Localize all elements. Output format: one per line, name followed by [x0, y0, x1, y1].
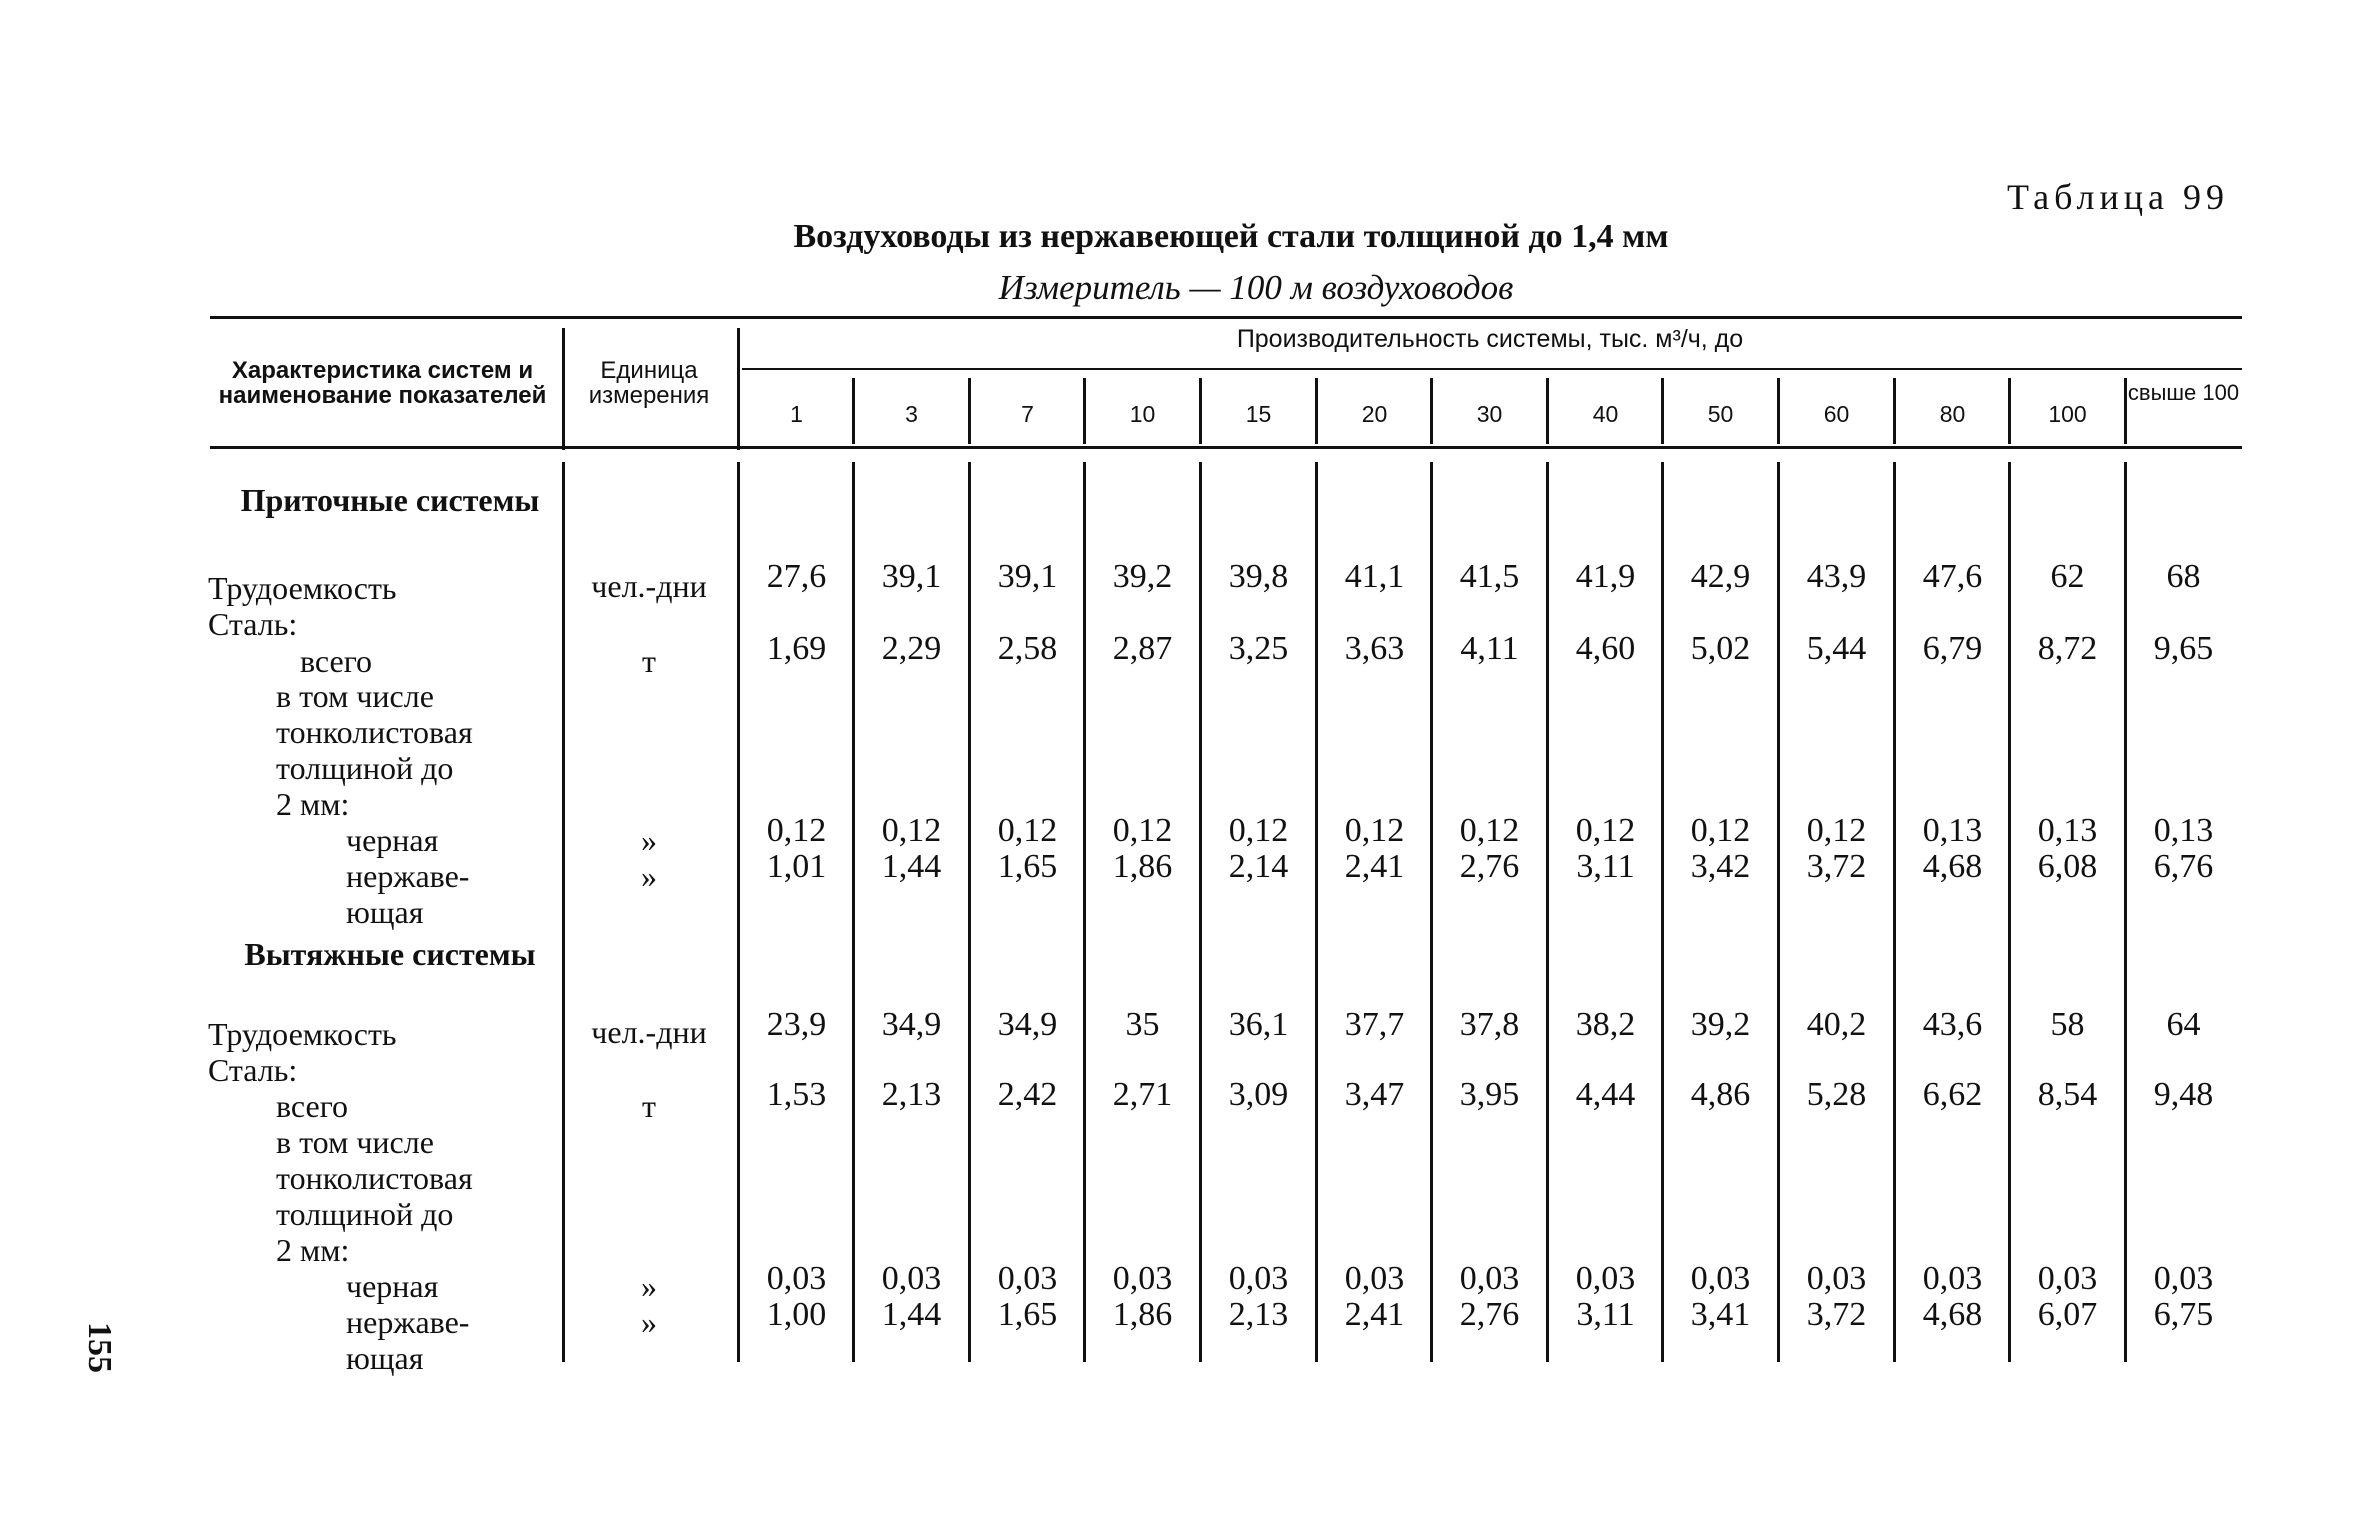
row-label-total: всего: [300, 643, 373, 679]
header-column-rule: [1430, 378, 1433, 444]
value-cell-labor: 58: [2050, 1006, 2085, 1043]
row-label-labor: Трудоемкость: [208, 570, 397, 606]
value-cell-black: 0,12: [997, 812, 1058, 849]
value-cell-stainless: 1,65: [997, 1296, 1058, 1333]
body-column-rule: [1893, 462, 1896, 1362]
value-cell-total: 5,02: [1690, 630, 1751, 667]
value-cell-stainless: 1,86: [1112, 1296, 1173, 1333]
row-label-incl-2: тонколистовая: [276, 1160, 473, 1196]
value-cell-labor: 39,2: [1112, 558, 1173, 595]
value-cell-total: 6,62: [1922, 1076, 1983, 1113]
value-cell-stainless: 2,76: [1459, 848, 1520, 885]
value-cell-labor: 39,1: [997, 558, 1058, 595]
header-column-rule: [1893, 378, 1896, 444]
page-number: 155: [81, 1322, 118, 1373]
value-cell-stainless: 3,11: [1576, 848, 1635, 885]
value-cell-labor: 36,1: [1228, 1006, 1289, 1043]
page-subtitle: Измеритель — 100 м воздуховодов: [998, 268, 1514, 307]
value-cell-labor: 39,8: [1228, 558, 1289, 595]
row-label-incl-1: в том числе: [276, 678, 434, 714]
value-cell-total: 2,29: [881, 630, 942, 667]
row-label-stainless-2: ющая: [346, 1340, 424, 1376]
value-cell-labor: 47,6: [1922, 558, 1983, 595]
body-column-rule: [1777, 462, 1780, 1362]
header-column-rule: [2124, 378, 2127, 444]
header-column-rule: [852, 378, 855, 444]
body-rule-values: [737, 462, 740, 1362]
section-title-exhaust: Вытяжные системы: [244, 936, 536, 972]
value-cell-black: 0,12: [1690, 812, 1751, 849]
value-cell-stainless: 3,72: [1806, 848, 1867, 885]
header-column-rule: [1661, 378, 1664, 444]
value-cell-stainless: 4,68: [1922, 1296, 1983, 1333]
header-column-rule: [1546, 378, 1549, 444]
value-cell-black: 0,03: [1575, 1260, 1636, 1297]
value-cell-total: 3,63: [1344, 630, 1405, 667]
body-column-rule: [1546, 462, 1549, 1362]
column-header: 80: [1939, 401, 1966, 427]
value-cell-total: 3,09: [1228, 1076, 1289, 1113]
value-cell-black: 0,12: [1112, 812, 1173, 849]
value-cell-stainless: 2,14: [1228, 848, 1289, 885]
value-cell-stainless: 1,86: [1112, 848, 1173, 885]
body-column-rule: [1661, 462, 1664, 1362]
value-cell-total: 5,28: [1806, 1076, 1867, 1113]
value-cell-stainless: 1,00: [766, 1296, 827, 1333]
value-cell-black: 0,03: [881, 1260, 942, 1297]
header-unit: Единица измерения: [588, 357, 710, 410]
value-cell-black: 0,03: [1806, 1260, 1867, 1297]
value-cell-total: 8,72: [2037, 630, 2098, 667]
header-rule-values: [737, 328, 740, 450]
value-cell-stainless: 1,65: [997, 848, 1058, 885]
body-column-rule: [2008, 462, 2011, 1362]
value-cell-black: 0,03: [2037, 1260, 2098, 1297]
value-cell-total: 3,95: [1459, 1076, 1520, 1113]
value-cell-black: 0,12: [1575, 812, 1636, 849]
value-cell-total: 4,86: [1690, 1076, 1751, 1113]
value-cell-labor: 37,8: [1459, 1006, 1520, 1043]
value-cell-total: 2,87: [1112, 630, 1173, 667]
column-header: 50: [1707, 401, 1734, 427]
column-header: 100: [2048, 401, 2087, 427]
value-cell-stainless: 6,08: [2037, 848, 2098, 885]
value-cell-stainless: 6,75: [2153, 1296, 2214, 1333]
header-bottom-rule: [210, 446, 2242, 449]
value-cell-stainless: 4,68: [1922, 848, 1983, 885]
value-cell-black: 0,12: [1344, 812, 1405, 849]
header-column-rule: [1777, 378, 1780, 444]
value-cell-labor: 41,9: [1575, 558, 1636, 595]
column-header: 3: [905, 401, 918, 427]
row-label-stainless-1: нержаве-: [346, 1304, 470, 1340]
value-cell-labor: 37,7: [1344, 1006, 1405, 1043]
value-cell-total: 4,44: [1575, 1076, 1636, 1113]
value-cell-total: 1,69: [766, 630, 827, 667]
row-label-incl-3: толщиной до: [276, 750, 454, 786]
column-header: 40: [1592, 401, 1619, 427]
value-cell-stainless: 6,07: [2037, 1296, 2098, 1333]
value-cell-black: 0,03: [1112, 1260, 1173, 1297]
header-rule-unit: [562, 328, 565, 450]
value-cell-black: 0,03: [1228, 1260, 1289, 1297]
span-header-rule: [742, 368, 2242, 370]
page-title: Воздуховоды из нержавеющей стали толщиной до 1,4 мм: [793, 218, 1669, 255]
value-cell-labor: 68: [2166, 558, 2201, 595]
table-number-label: Таблица 99: [2007, 177, 2229, 217]
value-cell-black: 0,13: [2037, 812, 2098, 849]
value-cell-total: 5,44: [1806, 630, 1867, 667]
unit-total: т: [642, 1088, 656, 1124]
row-label-incl-4: 2 мм:: [276, 1232, 350, 1268]
header-column-rule: [1199, 378, 1202, 444]
value-cell-black: 0,12: [881, 812, 942, 849]
value-cell-labor: 42,9: [1690, 558, 1751, 595]
value-cell-black: 0,03: [1922, 1260, 1983, 1297]
value-cell-black: 0,03: [1690, 1260, 1751, 1297]
column-header: 7: [1021, 401, 1034, 427]
row-label-black: черная: [346, 1268, 439, 1304]
value-cell-labor: 43,6: [1922, 1006, 1983, 1043]
value-cell-stainless: 1,44: [881, 1296, 942, 1333]
value-cell-stainless: 1,01: [766, 848, 827, 885]
row-label-incl-3: толщиной до: [276, 1196, 454, 1232]
row-label-incl-2: тонколистовая: [276, 714, 473, 750]
value-cell-labor: 41,1: [1344, 558, 1405, 595]
column-header: свыше 100: [2127, 380, 2240, 405]
body-column-rule: [852, 462, 855, 1362]
row-label-incl-4: 2 мм:: [276, 786, 350, 822]
value-cell-stainless: 2,76: [1459, 1296, 1520, 1333]
row-label-black: черная: [346, 822, 439, 858]
body-column-rule: [968, 462, 971, 1362]
unit-black: »: [641, 822, 657, 858]
value-cell-black: 0,12: [1228, 812, 1289, 849]
value-cell-labor: 23,9: [766, 1006, 827, 1043]
value-cell-total: 9,48: [2153, 1076, 2214, 1113]
value-cell-stainless: 1,44: [881, 848, 942, 885]
row-label-steel: Сталь:: [208, 1052, 298, 1088]
value-cell-total: 4,60: [1575, 630, 1636, 667]
value-cell-black: 0,12: [1806, 812, 1867, 849]
value-cell-total: 1,53: [766, 1076, 827, 1113]
column-header: 10: [1129, 401, 1156, 427]
value-cell-black: 0,03: [1459, 1260, 1520, 1297]
value-cell-total: 2,42: [997, 1076, 1058, 1113]
value-cell-black: 0,03: [766, 1260, 827, 1297]
body-column-rule: [1430, 462, 1433, 1362]
row-label-stainless-2: ющая: [346, 894, 424, 930]
value-cell-labor: 38,2: [1575, 1006, 1636, 1043]
table-top-rule: [210, 316, 2242, 319]
value-cell-total: 2,71: [1112, 1076, 1173, 1113]
row-label-labor: Трудоемкость: [208, 1016, 397, 1052]
row-label-total: всего: [276, 1088, 349, 1124]
value-cell-labor: 41,5: [1459, 558, 1520, 595]
header-column-rule: [968, 378, 971, 444]
column-header: 30: [1476, 401, 1503, 427]
value-cell-total: 3,25: [1228, 630, 1289, 667]
column-header: 1: [790, 401, 803, 427]
row-label-incl-1: в том числе: [276, 1124, 434, 1160]
unit-stainless: »: [641, 1304, 657, 1340]
value-cell-labor: 34,9: [997, 1006, 1058, 1043]
value-cell-labor: 62: [2050, 558, 2085, 595]
value-cell-labor: 39,1: [881, 558, 942, 595]
body-column-rule: [2124, 462, 2127, 1362]
value-cell-total: 2,58: [997, 630, 1058, 667]
value-cell-labor: 40,2: [1806, 1006, 1867, 1043]
column-header: 60: [1823, 401, 1850, 427]
column-header: 15: [1245, 401, 1272, 427]
value-cell-total: 2,13: [881, 1076, 942, 1113]
unit-total: т: [642, 643, 656, 679]
row-label-steel: Сталь:: [208, 606, 298, 642]
value-cell-labor: 35: [1125, 1006, 1160, 1043]
body-column-rule: [1315, 462, 1318, 1362]
value-cell-labor: 64: [2166, 1006, 2201, 1043]
unit-labor: чел.-дни: [591, 1014, 707, 1050]
header-column-rule: [1315, 378, 1318, 444]
header-characteristic: Характеристика систем и наименование показателей: [218, 357, 547, 410]
body-column-rule: [1083, 462, 1086, 1362]
header-column-rule: [2008, 378, 2011, 444]
row-label-stainless-1: нержаве-: [346, 858, 470, 894]
value-cell-stainless: 3,41: [1690, 1296, 1751, 1333]
value-cell-black: 0,12: [766, 812, 827, 849]
value-cell-stainless: 6,76: [2153, 848, 2214, 885]
value-cell-labor: 27,6: [766, 558, 827, 595]
value-cell-stainless: 2,13: [1228, 1296, 1289, 1333]
unit-black: »: [641, 1268, 657, 1304]
value-cell-total: 4,11: [1460, 630, 1519, 667]
value-cell-black: 0,03: [2153, 1260, 2214, 1297]
value-cell-black: 0,13: [1922, 812, 1983, 849]
column-header: 20: [1361, 401, 1388, 427]
value-cell-black: 0,13: [2153, 812, 2214, 849]
header-column-rule: [1083, 378, 1086, 444]
value-cell-labor: 34,9: [881, 1006, 942, 1043]
body-column-rule: [1199, 462, 1202, 1362]
value-cell-black: 0,03: [1344, 1260, 1405, 1297]
value-cell-stainless: 2,41: [1344, 848, 1405, 885]
value-cell-stainless: 3,72: [1806, 1296, 1867, 1333]
header-capacity-span: Производительность системы, тыс. м³/ч, до: [1236, 325, 1744, 353]
value-cell-stainless: 2,41: [1344, 1296, 1405, 1333]
value-cell-black: 0,12: [1459, 812, 1520, 849]
value-cell-total: 8,54: [2037, 1076, 2098, 1113]
section-title-supply: Приточные системы: [240, 482, 540, 518]
value-cell-labor: 43,9: [1806, 558, 1867, 595]
value-cell-total: 3,47: [1344, 1076, 1405, 1113]
unit-labor: чел.-дни: [591, 568, 707, 604]
value-cell-labor: 39,2: [1690, 1006, 1751, 1043]
unit-stainless: »: [641, 858, 657, 894]
value-cell-total: 6,79: [1922, 630, 1983, 667]
value-cell-stainless: 3,42: [1690, 848, 1751, 885]
value-cell-stainless: 3,11: [1576, 1296, 1635, 1333]
value-cell-black: 0,03: [997, 1260, 1058, 1297]
value-cell-total: 9,65: [2153, 630, 2214, 667]
